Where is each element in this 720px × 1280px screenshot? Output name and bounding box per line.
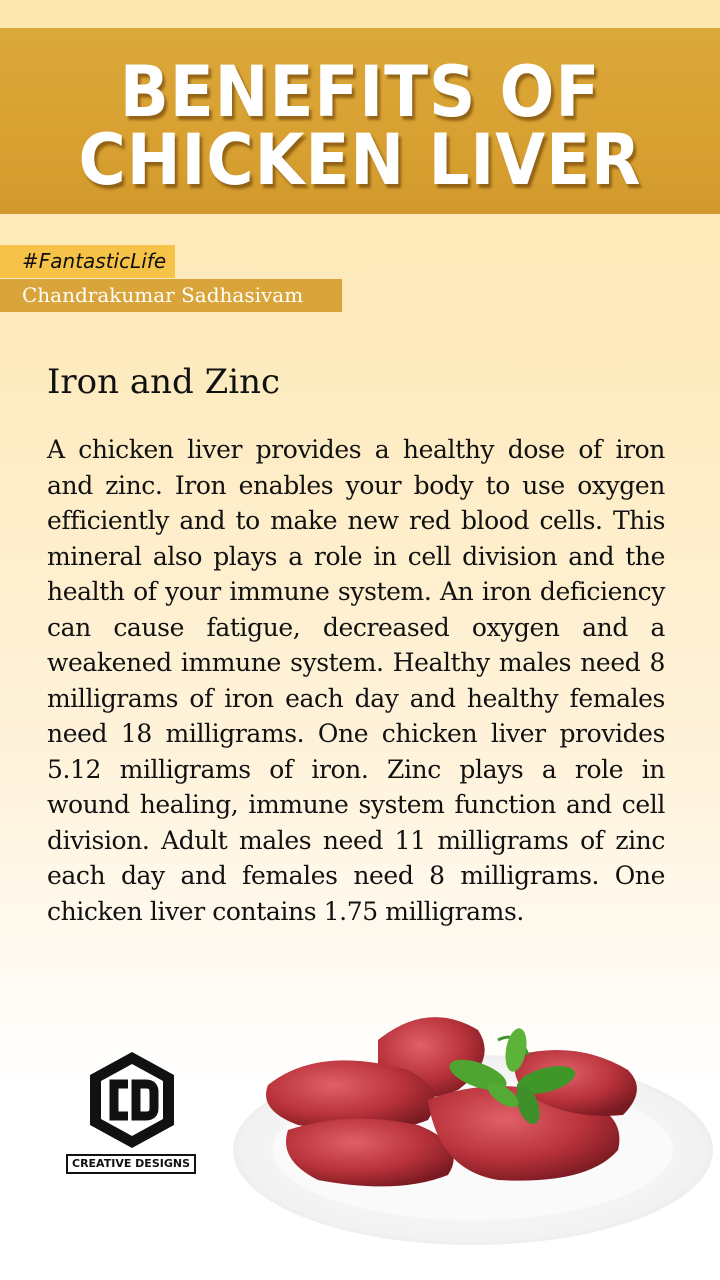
title-banner [0,28,720,214]
creative-designs-logo [66,1050,198,1176]
hashtag-label: #FantasticLife [0,245,175,278]
logo-label: CREATIVE DESIGNS [66,1154,196,1174]
section-body: A chicken liver provides a healthy dose of iron and zinc. Iron enables your body to use oxygen efficiently and to make new red blood cells. This mineral also plays a role in cell division and the health of your immune system. An iron deficiency can cause fatigue, decreased oxygen and a weakened immune system. Healthy males need 8 milligrams of iron each day and healthy females need 18 milligrams. One chicken liver provides 5.12 milligrams of iron. Zinc plays a role in wound healing, immune system function and cell division. Adult males need 11 milligrams of zinc each day and females need 8 milligrams. One chicken liver contains 1.75 milligrams. [47,435,665,926]
author-label: Chandrakumar Sadhasivam [0,279,342,312]
page-title [29,51,691,201]
chicken-liver-plate-image [228,1000,720,1260]
title-line-2: CHICKEN LIVER [78,119,642,201]
cd-hexagon-logo-icon [66,1050,198,1150]
title-line-1: BENEFITS OF [119,51,601,133]
section-heading: Iron and Zinc [47,362,281,402]
